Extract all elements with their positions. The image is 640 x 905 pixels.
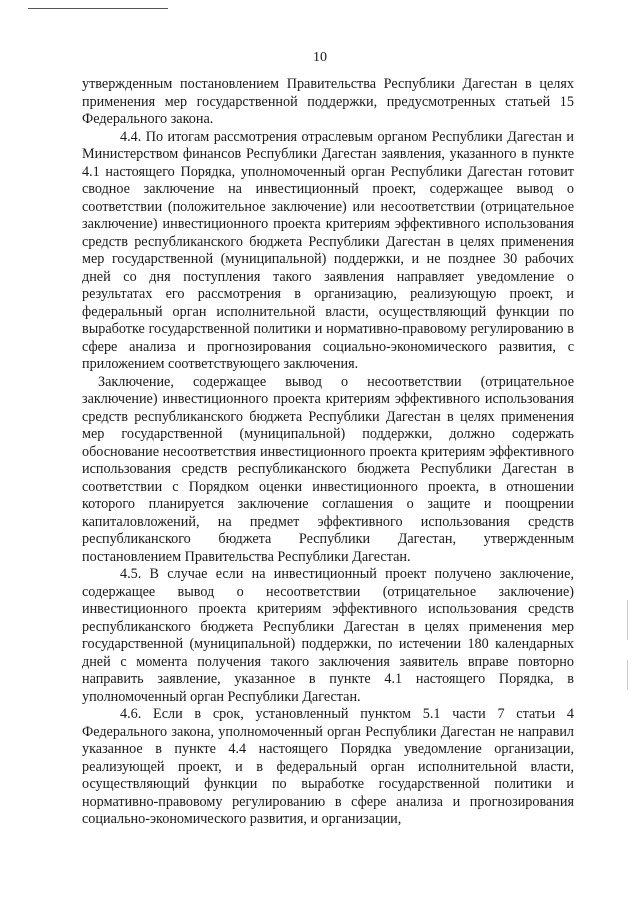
paragraph-conclusion: Заключение, содержащее вывод о несоответствии (отрицательное заключение) инвестиционного проекта критериям эффективного использования средств республиканского бюджета Республики Дагестан в целях применения мер государственной (муниципальной) поддержки, должно содержать обоснование несоответствия инвестиционного проекта критериям эффективного использования средств республиканского бюджета Республики Дагестан в соответствии с Порядком оценки инвестиционного проекта, в отношении которого планируется заключение соглашения о защите и поощрении капиталовложений, на предмет эффективного использования средств республиканского бюджета Республики Дагестан, утвержденным постановлением Правительства Республики Дагестан. [82, 373, 574, 565]
paragraph-4-5: 4.5. В случае если на инвестиционный проект получено заключение, содержащее вывод о несоответствии (отрицательное заключение) инвестиционного проекта критериям эффективного использования средств республиканского бюджета Республики Дагестан в целях применения мер государственной (муниципальной) поддержки, по истечении 180 календарных дней с момента получения такого заключения заявитель вправе повторно направить заявление, указанное в пункте 4.1 настоящего Порядка, в уполномоченный орган Республики Дагестан. [82, 566, 574, 705]
scan-edge-mark [627, 660, 628, 690]
page-number: 10 [313, 50, 327, 65]
top-rule [28, 8, 168, 9]
scan-edge-mark [627, 600, 628, 640]
paragraph-continuation: утвержденным постановлением Правительства Республики Дагестан в целях применения мер государственной поддержки, предусмотренных статьей 15 Федерального закона. [82, 76, 574, 127]
paragraph-4-4: 4.4. По итогам рассмотрения отраслевым органом Республики Дагестан и Министерством финансов Республики Дагестан заявления, указанного в пункте 4.1 настоящего Порядка, уполномоченный орган Республики Дагестан готовит сводное заключение на инвестиционный проект, содержащее вывод о соответствии (положительное заключение) или несоответствии (отрицательное заключение) инвестиционного проекта критериям эффективного использования средств республиканского бюджета Республики Дагестан в целях применения мер государственной (муниципальной) поддержки, и не позднее 30 рабочих дней со дня поступления такого заявления направляет уведомление о результатах его рассмотрения в организацию, реализующую проект, и федеральный орган исполнительной власти, осуществляющий функции по выработке государственной политики и нормативно-правовому регулированию в сфере анализа и прогнозирования социально-экономического развития, с приложением соответствующего заключения. [82, 128, 574, 372]
document-body [82, 76, 574, 829]
paragraph-4-6: 4.6. Если в срок, установленный пунктом 5.1 части 7 статьи 4 Федерального закона, уполномоченный орган Республики Дагестан не направил указанное в пункте 4.4 настоящего Порядка уведомление организации, реализующей проект, и в федеральный орган исполнительной власти, осуществляющий функции по выработке государственной политики и нормативно-правовому регулированию в сфере анализа и прогнозирования социально-экономического развития, и организации, [82, 706, 574, 827]
